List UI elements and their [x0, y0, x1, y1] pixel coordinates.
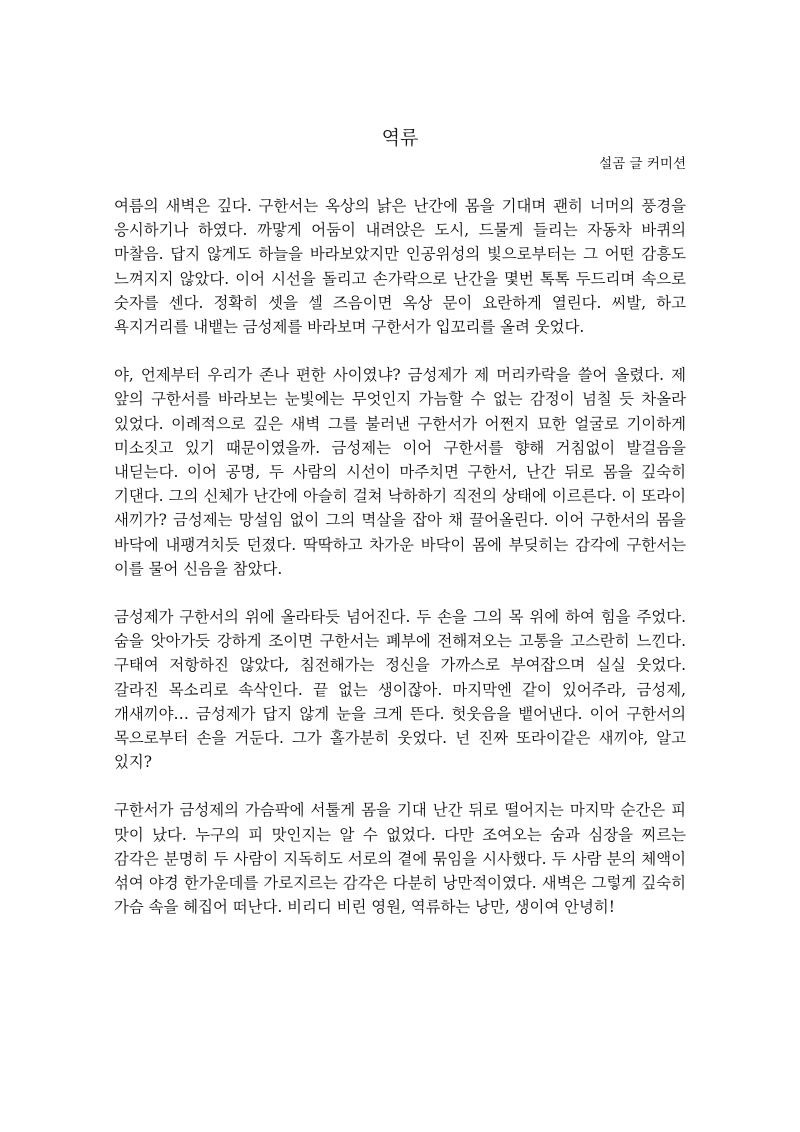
document-body — [114, 194, 686, 919]
paragraph: 금성제가 구한서의 위에 올라타듯 넘어진다. 두 손을 그의 목 위에 하여 힘을 주었다. 숨을 앗아가듯 강하게 조이면 구한서는 폐부에 전해져오는 고통을 고스란히 느낀다. 구태여 저항하진 않았다, 침전해가는 정신을 가까스로 부여잡으며 실실 웃었다. 갈라진 목소리로 속삭인다. 끝 없는 생이잖아. 마지막엔 같이 있어주라, 금성제, 개새끼야… 금성제가 답지 않게 눈을 크게 뜬다. 헛웃음을 뱉어낸다. 이어 구한서의 목으로부터 손을 거둔다. 그가 홀가분히 웃었다. 넌 진짜 또라이같은 새끼야, 알고 있지? — [114, 608, 686, 772]
document-byline: 설곰 글 커미션 — [599, 156, 686, 172]
paragraph: 구한서가 금성제의 가슴팍에 서툴게 몸을 기대 난간 뒤로 떨어지는 마지막 순간은 피 맛이 났다. 누구의 피 맛인지는 알 수 없었다. 다만 조여오는 숨과 심장을 찌르는 감각은 분명히 두 사람이 지독히도 서로의 곁에 묶임을 시사했다. 두 사람 분의 체액이 섞여 야경 한가운데를 가로지르는 감각은 다분히 낭만적이였다. 새벽은 그렇게 깊숙히 가슴 속을 헤집어 떠난다. 비리디 비린 영원, 역류하는 낭만, 생이여 안녕히! — [114, 801, 686, 917]
paragraph: 여름의 새벽은 깊다. 구한서는 옥상의 낡은 난간에 몸을 기대며 괜히 너머의 풍경을 응시하기나 하였다. 까맣게 어둠이 내려앉은 도시, 드물게 들리는 자동차 바퀴의 마찰음. 답지 않게도 하늘을 바라보았지만 인공위성의 빛으로부터는 그 어떤 감흥도 느껴지지 않았다. 이어 시선을 돌리고 손가락으로 난간을 몇번 톡톡 두드리며 속으로 숫자를 센다. 정확히 셋을 셀 즈음이면 옥상 문이 요란하게 열린다. 씨발, 하고 욕지거리를 내뱉는 금성제를 바라보며 구한서가 입꼬리를 올려 웃었다. — [114, 197, 686, 337]
document-page — [114, 124, 686, 943]
document-title: 역류 — [381, 127, 419, 149]
paragraph: 야, 언제부터 우리가 존나 편한 사이였냐? 금성제가 제 머리카락을 쓸어 올렸다. 제 앞의 구한서를 바라보는 눈빛에는 무엇인지 가늠할 수 없는 감정이 넘칠 듯 차올라 있었다. 이례적으로 깊은 새벽 그를 불러낸 구한서가 어쩐지 묘한 얼굴로 기이하게 미소짓고 있기 때문이였을까. 금성제는 이어 구한서를 향해 거침없이 발걸음을 내딛는다. 이어 공명, 두 사람의 시선이 마주치면 구한서, 난간 뒤로 몸을 깊숙히 기댄다. 그의 신체가 난간에 아슬히 걸쳐 낙하하기 직전의 상태에 이르른다. 이 또라이 새끼가? 금성제는 망설임 없이 그의 멱살을 잡아 채 끌어올린다. 이어 구한서의 몸을 바닥에 내팽겨치듯 던졌다. 딱딱하고 차가운 바닥이 몸에 부딪히는 감각에 구한서는 이를 물어 신음을 참았다. — [114, 366, 686, 578]
